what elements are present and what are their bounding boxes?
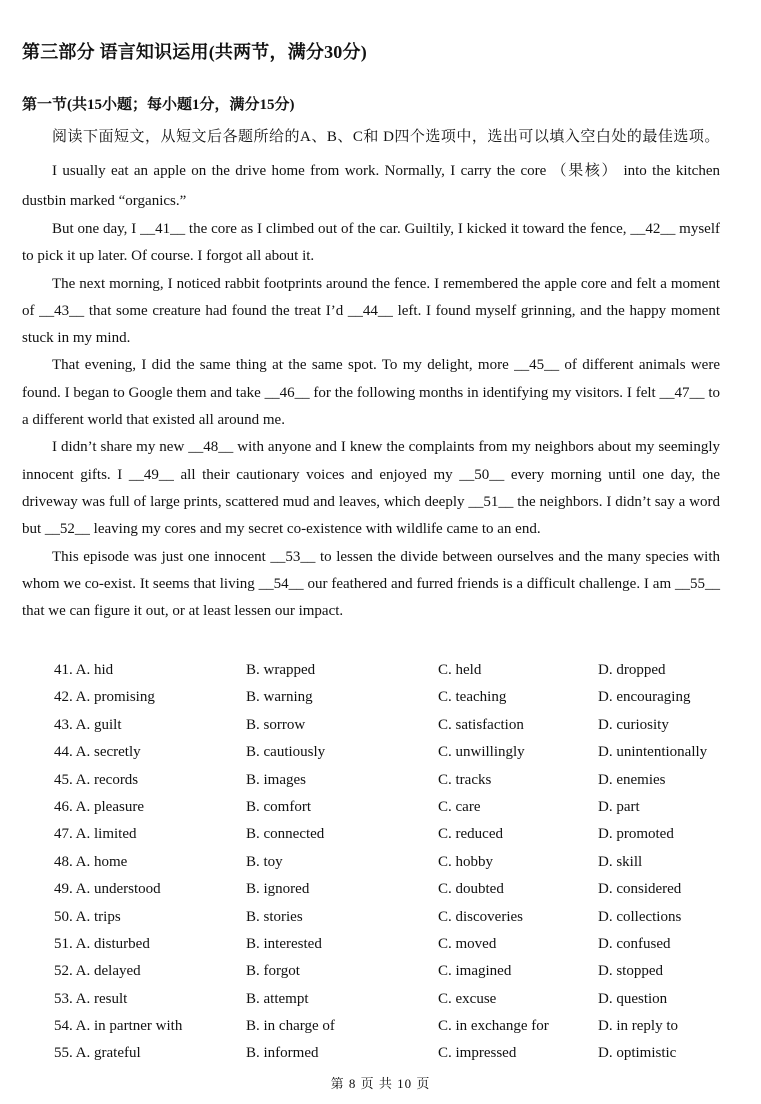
question-row-52 [54,959,734,986]
passage-paragraph-5: I didn’t share my new __48__ with anyone and I knew the complaints from my neighbors about my seemingly innocent gifts. I __49__ all their cautionary voices and enjoyed my __50__ every morning until one day, the driveway was full of large prints, scattered mud and leaves, which deeply __51__ the neighbors. I didn’t say a word but __52__ leaving my cores and my secret co-existence with wildlife came to an end. [22,439,720,538]
question-row-45 [54,768,734,795]
option-c: C. unwillingly [438,744,525,761]
option-b: B. interested [246,935,322,952]
option-b: B. in charge of [246,1018,335,1035]
option-c: C. satisfaction [438,716,524,733]
option-b: B. attempt [246,990,309,1007]
option-b: B. connected [246,826,325,843]
page-number-footer: 第 8 页 共 10 页 [330,1076,431,1091]
option-a: 44. A. secretly [54,744,141,761]
question-row-42 [54,685,734,712]
section-title: 第一节(共15小题；每小题1分，满分15分) [22,97,295,113]
option-b: B. comfort [246,798,311,815]
option-a: 42. A. promising [54,689,155,706]
question-row-46 [54,795,734,822]
option-d: D. collections [598,908,682,925]
answer-options [54,658,734,1069]
question-row-50 [54,905,734,932]
option-d: D. optimistic [598,1045,677,1062]
option-b: B. cautiously [246,744,326,761]
option-c: C. teaching [438,689,507,706]
passage-paragraph-2: But one day, I __41__ the core as I climbed out of the car. Guiltily, I kicked it toward the fence, __42__ myself to pick it up later. Of course. I forgot all about it. [22,221,720,265]
option-b: B. warning [246,689,313,706]
option-c: C. held [438,662,482,678]
question-row-47 [54,822,734,849]
instructions: 阅读下面短文，从短文后各题所给的A、B、C和 D四个选项中，选出可以填入空白处的最佳选项。 [52,129,720,145]
question-row-49 [54,877,734,904]
option-c: C. excuse [438,990,497,1007]
passage [22,122,720,625]
option-c: C. in exchange for [438,1018,549,1035]
option-d: D. stopped [598,963,663,980]
option-a: 41. A. hid [54,662,114,678]
option-a: 55. A. grateful [54,1045,141,1062]
option-c: C. moved [438,935,497,952]
question-row-54 [54,1014,734,1041]
option-b: B. ignored [246,881,310,898]
option-c: C. reduced [438,826,503,843]
option-b: B. images [246,771,306,788]
option-a: 51. A. disturbed [54,935,150,952]
passage-paragraph-6: This episode was just one innocent __53__ to lessen the divide between ourselves and the many species with whom we co-exist. It seems that living __54__ our feathered and furred friends is a difficult challenge. I am __55__ that we can figure it out, or at least lessen our impact. [22,548,720,620]
option-c: C. tracks [438,771,492,788]
option-c: C. discoveries [438,908,523,925]
passage-paragraph-4: That evening, I did the same thing at the same spot. To my delight, more __45__ of different animals were found. I began to Google them and take __46__ for the following months in identifying my visitors. I felt __47__ to a different world that existed all around me. [22,357,720,429]
part-title: 第三部分 语言知识运用(共两节，满分30分) [22,42,367,62]
option-b: B. informed [246,1045,319,1062]
passage-paragraph-1: I usually eat an apple on the drive home from work. Normally, I carry the core （果核） into the kitchen dustbin marked “organics.” [22,163,720,209]
option-a: 46. A. pleasure [54,798,144,815]
option-d: D. dropped [598,662,666,678]
option-a: 52. A. delayed [54,963,141,980]
option-d: D. part [598,798,640,815]
option-a: 50. A. trips [54,908,121,925]
option-a: 45. A. records [54,771,139,788]
option-c: C. doubted [438,881,504,898]
option-a: 47. A. limited [54,826,137,843]
option-c: C. hobby [438,853,494,870]
option-d: D. in reply to [598,1018,678,1035]
option-b: B. sorrow [246,716,306,733]
option-b: B. forgot [246,963,300,980]
question-row-51 [54,932,734,959]
option-c: C. impressed [438,1045,517,1062]
option-b: B. toy [246,853,283,870]
option-d: D. curiosity [598,716,669,733]
option-a: 49. A. understood [54,881,161,898]
question-row-48 [54,850,734,877]
question-row-43 [54,713,734,740]
option-d: D. question [598,990,668,1007]
question-row-44 [54,740,734,767]
passage-paragraph-3: The next morning, I noticed rabbit footprints around the fence. I remembered the apple core and felt a moment of __43__ that some creature had found the treat I’d __44__ left. I found myself grinning, and the happy moment stuck in my mind. [22,275,720,347]
option-d: D. skill [598,853,643,870]
option-d: D. considered [598,881,682,898]
option-d: D. confused [598,935,671,952]
option-d: D. promoted [598,826,674,843]
option-d: D. encouraging [598,689,691,706]
question-row-41 [54,658,734,685]
option-b: B. stories [246,908,303,925]
option-c: C. care [438,798,481,815]
question-row-55 [54,1041,734,1068]
option-c: C. imagined [438,963,512,980]
option-a: 53. A. result [54,990,128,1007]
option-a: 48. A. home [54,853,128,870]
option-a: 54. A. in partner with [54,1018,183,1035]
option-b: B. wrapped [246,662,316,678]
question-row-53 [54,987,734,1014]
option-d: D. enemies [598,771,666,788]
option-a: 43. A. guilt [54,716,122,733]
option-d: D. unintentionally [598,744,708,761]
